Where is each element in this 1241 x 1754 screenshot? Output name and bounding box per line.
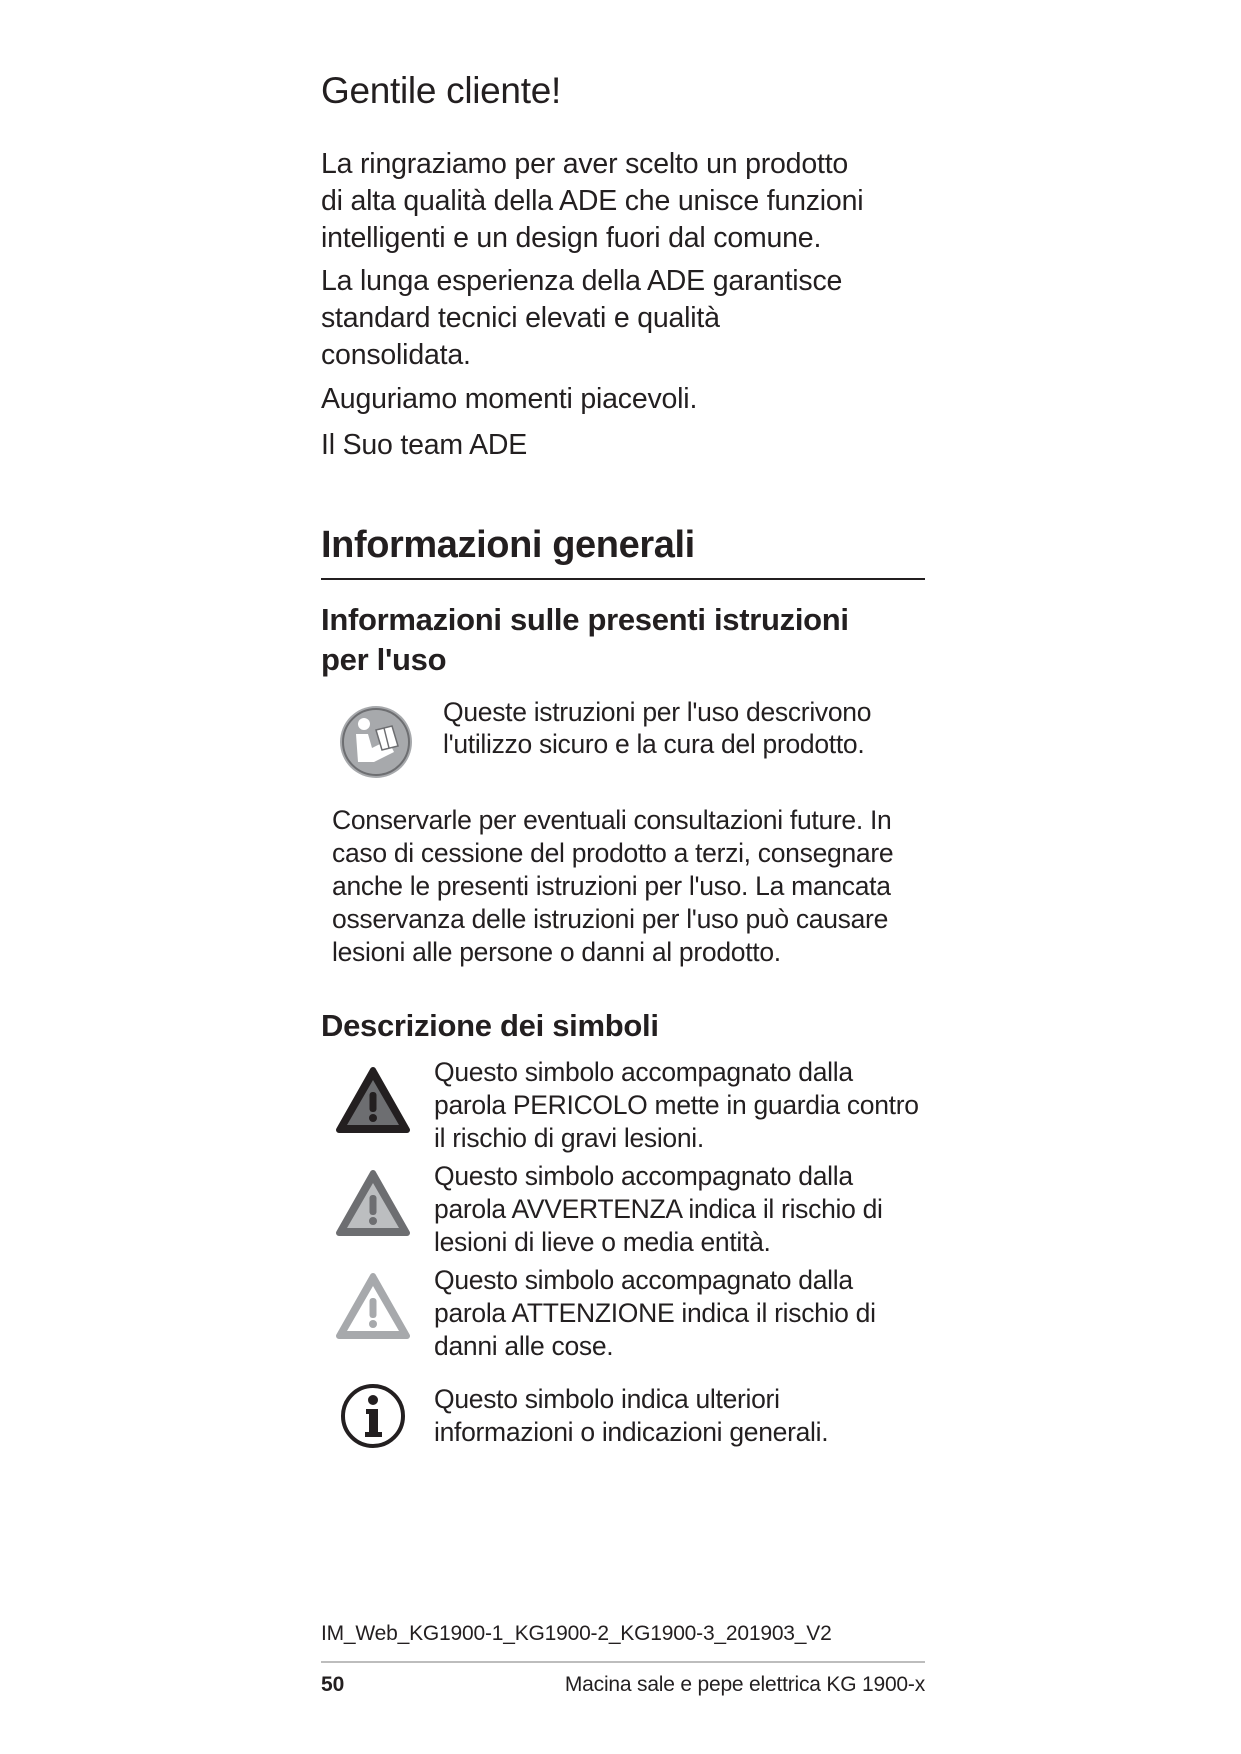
- text-line: Il Suo team ADE: [321, 429, 528, 461]
- danger-warning-icon: [335, 1066, 411, 1136]
- text-line: Conservarle per eventuali consultazioni future. In: [332, 805, 892, 835]
- text-line: osservanza delle istruzioni per l'uso può causare: [332, 904, 889, 934]
- text-line: di alta qualità della ADE che unisce funzioni: [321, 185, 864, 217]
- text-line: lesioni di lieve o media entità.: [434, 1227, 771, 1257]
- text-line: La lunga esperienza della ADE garantisce: [321, 265, 843, 297]
- manual-description: [443, 696, 923, 760]
- info-icon: [339, 1382, 407, 1450]
- caution-icon: [335, 1272, 411, 1342]
- text-line: parola ATTENZIONE indica il rischio di: [434, 1298, 876, 1328]
- page-number: 50: [321, 1673, 345, 1696]
- symbols-subtitle: Descrizione dei simboli: [321, 1008, 659, 1043]
- text-line: informazioni o indicazioni generali.: [434, 1417, 829, 1447]
- wishes-paragraph: [321, 381, 697, 418]
- section-title: Informazioni generali: [321, 524, 695, 566]
- text-line: danni alle cose.: [434, 1331, 614, 1361]
- text-line: Auguriamo momenti piacevoli.: [321, 383, 698, 415]
- section-divider: [321, 578, 925, 580]
- text-line: lesioni alle persone o danni al prodotto.: [332, 937, 781, 967]
- text-line: La ringraziamo per aver scelto un prodotto: [321, 148, 849, 180]
- text-line: il rischio di gravi lesioni.: [434, 1123, 704, 1153]
- warning-description: [434, 1160, 934, 1259]
- text-line: Questo simbolo accompagnato dalla: [434, 1057, 853, 1087]
- text-line: Informazioni sulle presenti istruzioni: [321, 602, 849, 637]
- info-description: [434, 1383, 934, 1449]
- thank-you-paragraph: [321, 146, 863, 257]
- caution-description: [434, 1264, 934, 1363]
- text-line: per l'uso: [321, 642, 447, 677]
- instructions-subtitle: [321, 600, 849, 680]
- signature-paragraph: [321, 427, 527, 464]
- text-line: intelligenti e un design fuori dal comune.: [321, 222, 822, 254]
- experience-paragraph: [321, 263, 842, 374]
- text-line: Questo simbolo indica ulteriori: [434, 1384, 780, 1414]
- text-line: Queste istruzioni per l'uso descrivono: [443, 697, 872, 727]
- text-line: caso di cessione del prodotto a terzi, consegnare: [332, 838, 894, 868]
- text-line: Questo simbolo accompagnato dalla: [434, 1265, 853, 1295]
- text-line: l'utilizzo sicuro e la cura del prodotto.: [443, 729, 865, 759]
- document-code: IM_Web_KG1900-1_KG1900-2_KG1900-3_201903_V2: [321, 1622, 832, 1645]
- danger-description: [434, 1056, 934, 1155]
- footer-product-title: Macina sale e pepe elettrica KG 1900-x: [564, 1673, 925, 1696]
- text-line: anche le presenti istruzioni per l'uso. La mancata: [332, 871, 891, 901]
- warning-icon: [335, 1169, 411, 1239]
- text-line: parola AVVERTENZA indica il rischio di: [434, 1194, 883, 1224]
- text-line: consolidata.: [321, 339, 471, 371]
- text-line: Questo simbolo accompagnato dalla: [434, 1161, 853, 1191]
- read-manual-icon: [338, 704, 414, 780]
- keep-instructions-paragraph: [332, 804, 932, 969]
- greeting-title: Gentile cliente!: [321, 70, 561, 111]
- footer-divider: [321, 1661, 925, 1663]
- text-line: standard tecnici elevati e qualità: [321, 302, 720, 334]
- text-line: parola PERICOLO mette in guardia contro: [434, 1090, 919, 1120]
